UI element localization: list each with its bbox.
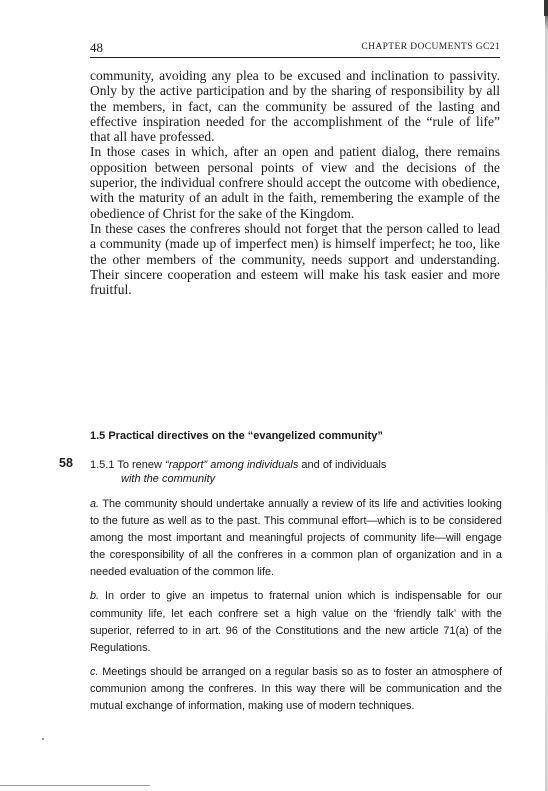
running-head: CHAPTER DOCUMENTS GC21 — [361, 42, 500, 52]
body-text — [90, 68, 500, 297]
directive-text: Meetings should be arranged on a regular basis so as to foster an atmosphere of communion among the confreres. In this way there will be communication and the mutual exchange of information, making use of modern techniques. — [90, 665, 502, 713]
subsection-title-pre: To renew — [117, 459, 162, 471]
subsection-title-among: among individuals — [210, 459, 299, 471]
scan-speck — [42, 738, 44, 740]
section-heading: 1.5 Practical directives on the “evangelized community” — [90, 430, 383, 442]
header-rule — [90, 57, 500, 58]
scan-bottom-line — [0, 785, 150, 786]
body-paragraph: In these cases the confreres should not forget that the person called to lead a community (made up of imperfect men) is himself imperfect; he too, like the other members of the community, needs support and understanding. Their sincere cooperation and esteem will make his task easier and more fruitful. — [90, 220, 500, 298]
directive-text: The community should undertake annually a review of its life and activities looking to the future as well as to the past. This communal effort—which is to be considered among the most important and meaningful projects of community life—will engage the coresponsibility of all the confreres in a common plan of organization and in a needed evaluation of the common life. — [90, 498, 502, 579]
directive-text: In order to give an impetus to fraternal union which is indispensable for our community life, let each confrere set a high value on the ‘friendly talk’ with the superior, referred to in art. 96 of the Constitutions and the new article 71(a) of the Regulations. — [90, 590, 502, 654]
directive-letter: a. — [90, 498, 100, 510]
page-number: 48 — [90, 40, 103, 55]
margin-paragraph-number: 58 — [59, 456, 73, 470]
directive-item — [90, 664, 502, 715]
subsection-title-and: and of individuals — [301, 459, 387, 471]
subsection-title-line2: with the community — [121, 473, 216, 486]
body-paragraph: community, avoiding any plea to be excused and inclination to passivity. Only by the active participation and by the sharing of responsibility by all the members, in fact, can the community be assured of the lasting and effective inspiration needed for the accomplishment of the “rule of life” that all have professed. — [90, 68, 500, 145]
subsection-title-rapport: “rapport” — [165, 459, 208, 471]
page-edge-mark — [544, 0, 548, 16]
directive-item — [90, 496, 502, 581]
page-header — [90, 40, 500, 56]
subsection-heading — [90, 458, 500, 486]
directive-letter: c. — [90, 665, 99, 678]
body-paragraph: In those cases in which, after an open and patient dialog, there remains opposition between personal points of view and the decisions of the superior, the individual confrere should accept the outcome with obedience, with the maturity of an adult in the faith, remembering the example of the obedience of Christ for the sake of the Kingdom. — [90, 144, 500, 221]
directive-letter: b. — [90, 590, 100, 603]
subsection-number: 1.5.1 — [90, 459, 115, 471]
directive-item — [90, 588, 502, 656]
directives-list — [90, 496, 502, 722]
